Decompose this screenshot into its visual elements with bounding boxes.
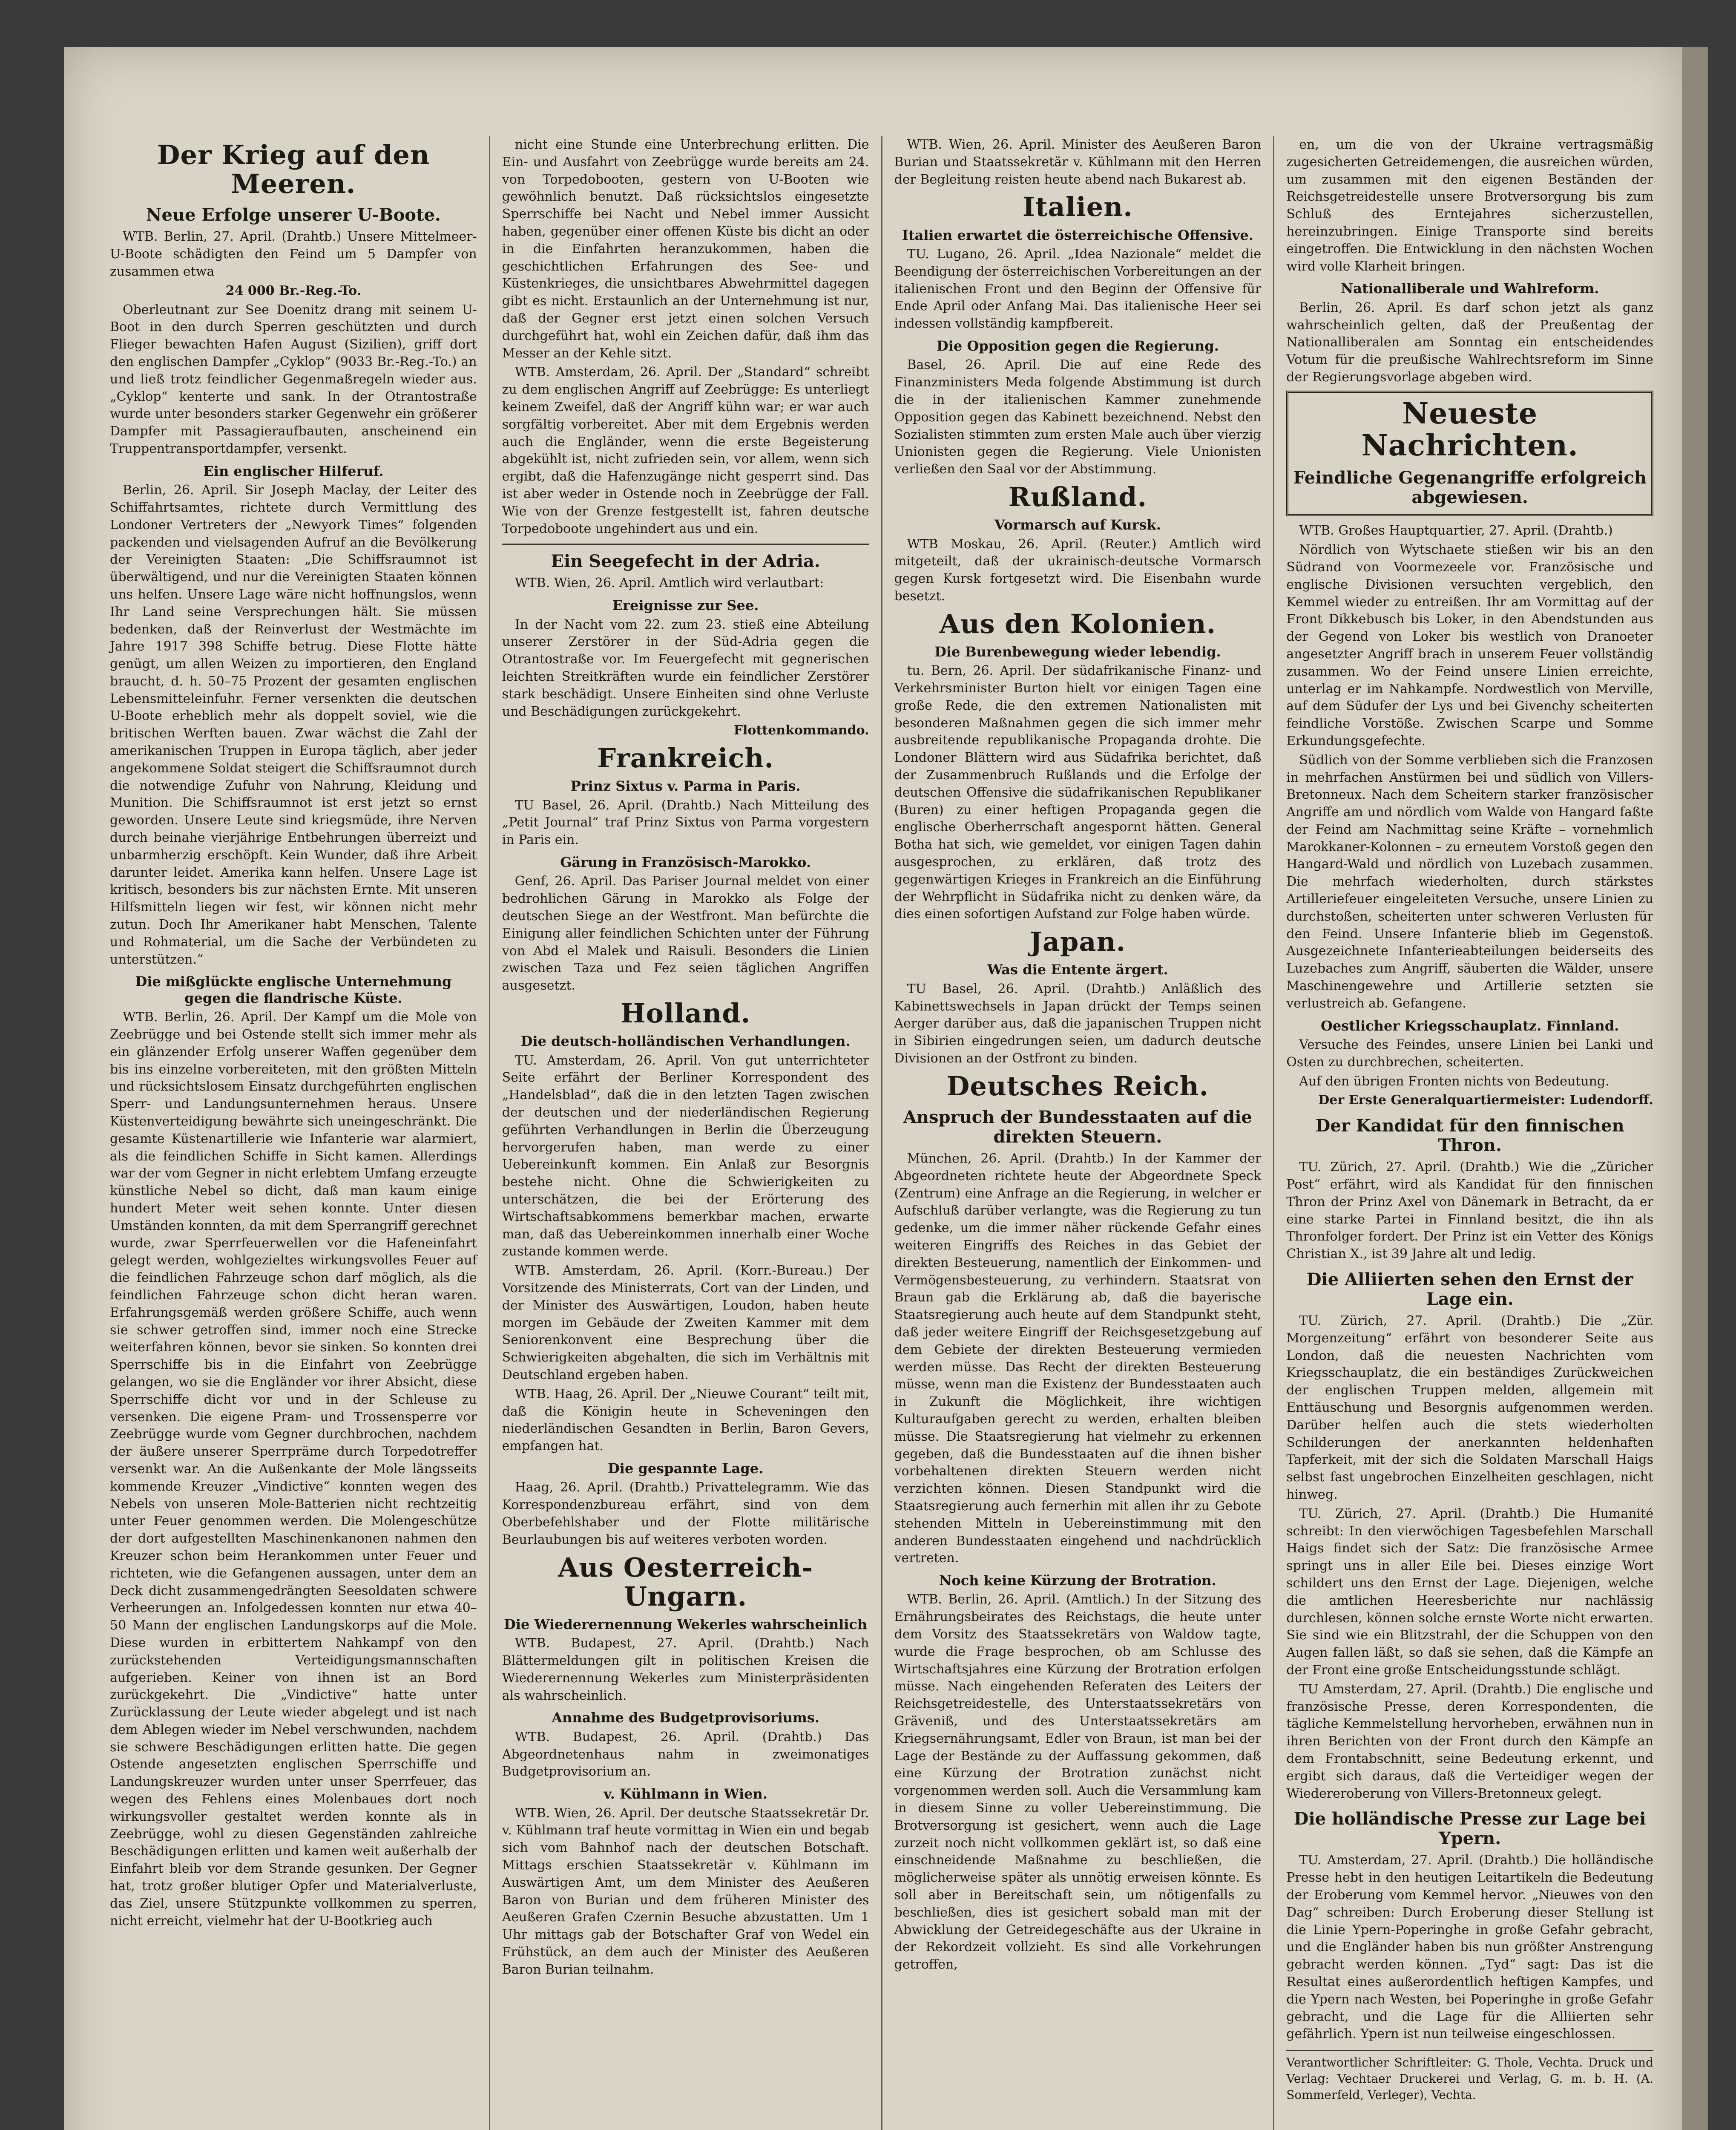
article-paragraph: Berlin, 26. April. Es darf schon jetzt als ganz wahrscheinlich gelten, daß der Preußentag der Nationalliberalen am Sonntag ein entscheidendes Votum für die preußische Wahlrechtsreform im Sinne der Regierungsvorlage abgeben wird. [1286, 300, 1653, 385]
subhead-hilferuf: Ein englischer Hilferuf. [203, 463, 384, 479]
article-paragraph: TU. Amsterdam, 27. April. (Drahtb.) Die holländische Presse hebt in den heutigen Leitartikeln die Bedeutung der Eroberung vom Kemmel hervor. „Nieuwes von den Dag“ schreiben: Durch Eroberung dieser Stellung ist die Linie Ypern-Poperinghe in große Gefahr gebracht, und die Engländer haben bis nun größter Anstrengung gebracht werden können. „Tyd“ sagt: Das ist die Resultat eines außerordentlich heftigen Kampfes, und die Ypern nach Westen, bei Poperinghe in große Gefahr gebracht, und die Lage für die Alliierten sehr gefährlich. Ypern ist nun teilweise eingeschlossen. [1286, 1853, 1653, 2042]
subhead-brot: Noch keine Kürzung der Brotration. [939, 1572, 1216, 1589]
article-paragraph: München, 26. April. (Drahtb.) In der Kammer der Abgeordneten richtete heute der Abgeordnete Speck (Zentrum) eine Anfrage an die Regierung, in welcher er Aufschluß darüber verlangte, was die Regierung zu tun gedenke, um die immer näher rückende Gefahr eines weiteren Eingriffs des Reiches in das Gebiet der direkten Besteuerung, namentlich der Einkommen- und Vermögensbesteuerung, zu verhindern. Staatsrat von Braun gab die Erklärung ab, daß die bayerische Staatsregierung auch heute auf dem Standpunkt steht, daß jeder weitere Eingriff der Reichsgesetzgebung auf dem Gebiete der direkten Besteuerung vermieden werden müsse. Das Recht der direkten Besteuerung müsse, wenn man die Existenz der Bundesstaaten auch in Zukunft die Möglichkeit, ihre wichtigen Kulturaufgaben gerecht zu werden, erhalten bleiben müsse. Die Staatsregierung hat vielmehr zu erkennen gegeben, daß die Bundesstaaten auf die ihnen bisher vorbehaltenen direkten Steuern werden nicht verzichten können. Diesen Standpunkt wird die Staatsregierung auch fernerhin mit allen ihr zu Gebote stehenden Mitteln in Uebereinstimmung mit den anderen Bundesstaaten eingehend und nachdrücklich vertreten. [894, 1151, 1262, 1566]
subhead-marokko: Gärung in Französisch-Marokko. [560, 854, 811, 871]
headline-kolonien: Aus den Kolonien. [939, 608, 1216, 639]
subhead-wekerle: Die Wiederernennung Wekerles wahrscheinlich [504, 1616, 868, 1632]
subhead-ereignisse: Ereignisse zur See. [612, 597, 759, 614]
subhead-opposition: Die Opposition gegen die Regierung. [936, 337, 1219, 354]
page-edge [1682, 47, 1708, 2130]
article-paragraph: WTB. Wien, 26. April. Amtlich wird verlautbart: [514, 576, 824, 591]
article-paragraph: TU. Zürich, 27. April. (Drahtb.) Die „Zür. Morgenzeitung“ erfährt von besonderer Seite aus London, daß die neuesten Nachrichten vom Kriegsschauplatz, die ein beständiges Zurückweichen der englischen Truppen melden, allgemein mit Enttäuschung und Besorgnis aufgenommen werden. Darüber helfen auch die stets wiederholten Schilderungen der anerkannten heldenhaften Tapferkeit, mit der sich die Soldaten Marschall Haigs selbst fast ungebrochen Einzelheiten geschlagen, nicht hinweg. [1286, 1313, 1653, 1502]
article-paragraph: WTB. Budapest, 26. April. (Drahtb.) Das Abgeordnetenhaus nahm in zweimonatiges Budgetprovisorium an. [502, 1729, 869, 1779]
article-paragraph: WTB. Budapest, 27. April. (Drahtb.) Nach Blättermeldungen gilt in politischen Kreisen die Wiederernennung Wekerles zum Ministerpräsidenten als wahrscheinlich. [502, 1636, 869, 1703]
column-1 [98, 136, 490, 2130]
column-4 [1274, 136, 1665, 2130]
article-paragraph: WTB. Berlin, 26. April. (Amtlich.) In der Sitzung des Ernährungsbeirates des Reichstags, die heute unter dem Vorsitz des Staatssekretärs von Waldow tagte, wurde die Frage besprochen, ob am Schlusse des Wirtschaftsjahres eine Kürzung der Brotration erfolgen müsse. Nach eingehenden Referaten des Leiters der Reichsgetreidestelle, des Unterstaatssekretärs von Gräveniß, und des Unterstaatssekretärs am Kriegsernährungsamt, Edler von Braun, ist man bei der Lage der Bestände zu der Auffassung gekommen, daß eine Kürzung der Brotration zunächst nicht vorgenommen werden soll. Auch die Versammlung kam in diesem Sinne zu voller Uebereinstimmung. Die Brotversorgung ist gesichert, wenn auch die Lage zurzeit noch nicht vollkommen geklärt ist, so daß eine einschneidende Maßnahme zu beschließen, die möglicherweise später als unnötig erweisen könnte. Es soll aber in Bereitschaft sein, um nötigenfalls zu beschließen, dies ist gesichert sobald man mit der Abwicklung der Getreidegeschäfte aus der Ukraine in der Rekordzeit vollzieht. Es sind alle Vorkehrungen getroffen, [894, 1592, 1262, 1972]
subhead-gespannt: Die gespannte Lage. [608, 1460, 764, 1477]
columns [98, 136, 1665, 2130]
headline-russland: Rußland. [1008, 481, 1147, 512]
subhead-buren: Die Burenbewegung wieder lebendig. [934, 643, 1221, 660]
article-paragraph: Berlin, 26. April. Sir Joseph Maclay, der Leiter des Schiffahrtsamtes, richtete durch Vermittlung des Londoner Vertreters der „Newyork Times“ folgenden packenden und vielsagenden Aufruf an die Bevölkerung der Vereinigten Staaten: „Die Schiffsraumnot ist überwältigend, und nur die Vereinigten Staaten können uns helfen. Unsere Lage wäre nicht hoffnungslos, wenn Ihr Land seine Versprechungen hält. Sie müssen bedenken, daß der Reinverlust der Westmächte im Jahre 1917 398 Schiffe betrug. Diese Flotte hätte genügt, um allen Weizen zu importieren, den England braucht, d. h. 50–75 Prozent der gesamten englischen Lebensmitteleinfuhr. Ferner versenkten die deutschen U-Boote erheblich mehr als doppelt soviel, wie die britischen Werften bauen. Zwar wächst die Zahl der amerikanischen Truppen in Europa täglich, aber jeder angekommene Soldat steigert die Schiffsraumnot durch die notwendige Zufuhr von Nahrung, Kleidung und Munition. Die Schiffsraumnot ist erst jetzt so ernst geworden. Unsere Leute sind kriegsmüde, ihre Nerven durch beinahe vierjährige Entbehrungen überreizt und unbarmherzig erschöpft. Kein Wunder, daß ihre Arbeit darunter leidet. Amerika kann helfen. Unsere Lage ist kritisch, besonders bis zur nächsten Ernte. Mit unseren Hilfsmitteln liegen wir fest, wir können nicht mehr zutun. Doch Ihr Amerikaner habt Menschen, Talente und Rohmaterial, um die Sache der Verbündeten zu unterstützen.“ [110, 483, 477, 967]
signature-flottenkommando: Flottenkommando. [733, 723, 869, 738]
subhead-budget: Annahme des Budgetprovisoriums. [552, 1710, 820, 1726]
article-paragraph: Nördlich von Wytschaete stießen wir bis an den Südrand von Voormezeele vor. Französische und englische Divisionen versuchten vergeblich, den Kemmel wieder zu entreißen. Ihr am Vormittag auf der Front Dikkebusch bis Loker, in den Abendstunden aus der Gegend von Loker bis westlich von Dranoeter angesetzter Angriff brach in unserem Feuer vollständig zusammen. Wo der Feind unsere Linien erreichte, unterlag er im Nahkampfe. Nordwestlich von Merville, auf dem Südufer der Lys und bei Givenchy scheiterten feindliche Vorstöße. Zwischen Scarpe und Somme Erkundungsgefechte. [1286, 542, 1653, 748]
article-paragraph: Haag, 26. April. (Drahtb.) Privattelegramm. Wie das Korrespondenzbureau erfährt, sind von dem Oberbefehlshaber und der Flotte militärische Beurlaubungen bis auf weiteres verboten worden. [502, 1480, 869, 1547]
article-paragraph: WTB. Haag, 26. April. Der „Nieuwe Courant“ teilt mit, daß die Königin heute in Scheveningen den niederländischen Gesandten in Berlin, Baron Gevers, empfangen hat. [502, 1386, 869, 1454]
article-paragraph: TU. Lugano, 26. April. „Idea Nazionale“ meldet die Beendigung der österreichischen Vorbereitungen an der italienischen Front und den Beginn der Offensive für Ende April oder Anfang Mai. Das italienische Heer sei indessen vollständig kampfbereit. [894, 246, 1262, 331]
subhead-kuehlmann: v. Kühlmann in Wien. [604, 1786, 767, 1802]
subhead-verhandlungen: Die deutsch-holländischen Verhandlungen. [520, 1033, 851, 1050]
article-paragraph: TU Amsterdam, 27. April. (Drahtb.) Die englische und französische Presse, deren Korrespondenten, die tägliche Kemmelstellung hervorheben, erwähnen nun in ihren Berichten von der Front durch den Kämpfe an dem Frontabschnitt, seine Bedeutung erkennt, und ergibt sich daraus, daß die Verteidiger wegen der Wiedereroberung von Villers-Bretonneux gelegt. [1286, 1681, 1653, 1801]
article-paragraph: WTB. Wien, 26. April. Minister des Aeußeren Baron Burian und Staatssekretär v. Kühlmann mit den Herren der Begleitung reisten heute abend nach Bukarest ab. [894, 137, 1262, 187]
headline-holland: Holland. [621, 998, 751, 1029]
subhead-u-boote: Neue Erfolge unserer U-Boote. [146, 205, 441, 225]
article-paragraph: WTB Moskau, 26. April. (Reuter.) Amtlich wird mitgeteilt, daß der ukrainisch-deutsche Vormarsch gegen Kursk fortgesetzt wird. Die Eisenbahn wurde besetzt. [894, 536, 1262, 604]
latest-news-box [1286, 391, 1653, 517]
article-paragraph: WTB. Wien, 26. April. Der deutsche Staatssekretär Dr. v. Kühlmann traf heute vormittag in Wien ein und begab sich vom Bahnhof nach der deutschen Botschaft. Mittags erschien Staatssekretär v. Kühlmann im Auswärtigen Amt, um dem Minister des Aeußeren Baron von Burian und dem früheren Minister des Aeußeren Grafen Czernin Besuche abzustatten. Um 1 Uhr mittags gab der Botschafter Graf von Wedel ein Frühstück, an dem auch der Minister des Aeußeren Baron Burian teilnahm. [502, 1805, 869, 1977]
article-paragraph: Oberleutnant zur See Doenitz drang mit seinem U-Boot in den durch Sperren geschützten und durch Flieger bewachten Hafen August (Sizilien), griff dort den englischen Dampfer „Cyklop“ (9033 Br.-Reg.-To.) an und ließ trotz feindlicher Gegenmaßregeln wieder aus. „Cyklop“ kenterte und sank. In der Otrantostraße wurde unter besonders starker Gegenwehr ein größerer Dampfer mit Passagieraufbauten, anscheinend ein Truppentransportdampfer, versenkt. [110, 302, 477, 456]
headline-reich: Deutsches Reich. [946, 1070, 1209, 1102]
headline-frankreich: Frankreich. [597, 743, 774, 774]
article-paragraph: Südlich von der Somme verblieben sich die Franzosen in mehrfachen Anstürmen bei und südlich von Villers-Bretonneux. Nach dem Scheitern starker französischer Angriffe am und nördlich vom Walde von Hangard faßte der Feind am Nachmittag seine Kräfte – vornehmlich Marokkaner-Kolonnen – zu erneutem Vorstoß gegen den Hangard-Wald und nördlich von Luzebach zusammen. Die mehrfach wiederholten, durch stärkstes Artilleriefeuer eingeleiteten Versuche, unsere Linien zu durchstoßen, scheiterten unter schweren Verlusten für den Feind. Unsere Infanterie blieb im Gegenstoß. Ausgezeichnete Infanterieabteilungen beiderseits des Luzebaches zum Angriff, säuberten die Wälder, unsere Maschinengewehre und Artillerie setzten sie verlustreich ab. Gefangene. [1286, 752, 1653, 1011]
article-paragraph: In der Nacht vom 22. zum 23. stieß eine Abteilung unserer Zerstörer in der Süd-Adria gegen die Otrantostraße vor. Im Feuergefecht mit gegnerischen leichten Streitkräften wurde ein feindlicher Zerstörer stark beschädigt. Unsere Einheiten sind ohne Verluste und Beschädigungen zurückgekehrt. [502, 617, 869, 719]
newspaper-page [64, 47, 1682, 2130]
signature-ludendorff: Der Erste Generalquartiermeister: Ludendorff. [1318, 1093, 1653, 1108]
article-paragraph: nicht eine Stunde eine Unterbrechung erlitten. Die Ein- und Ausfahrt von Zeebrügge wurde bereits am 24. von Torpedobooten, gestern von U-Booten wie gewöhnlich benutzt. Daß rücksichtslos eingesetzte Sperrschiffe bei Nacht und Nebel immer Aussicht haben, gegenüber einer offenen Küste bis dicht an oder in die Einfahrten heranzukommen, haben die geschichtlichen Erfahrungen des See- und Küstenkrieges, die unsichtbares Abwehrmittel dagegen gibt es nicht. Erstaunlich an der Unternehmung ist nur, daß der Gegner erst jetzt einen solchen Versuch durchgeführt hat, wohl ein Zeichen dafür, daß ihm das Messer an der Kehle sitzt. [502, 137, 869, 361]
article-paragraph: en, um die von der Ukraine vertragsmäßig zugesicherten Getreidemengen, die ausreichen würden, um zusammen mit den eigenen Beständen der Reichsgetreidestelle unsere Brotversorgung bis zum Schluß des Erntejahres sicherzustellen, hereinzubringen. Einige Transporte sind bereits eingetroffen. Die Entwicklung in den nächsten Wochen wird volle Klarheit bringen. [1286, 137, 1653, 274]
article-paragraph: WTB. Amsterdam, 26. April. Der „Standard“ schreibt zu dem englischen Angriff auf Zeebrügge: Es unterliegt keinem Zweifel, daß der Angriff kühn war; er war auch sorgfältig vorbereitet. Aber mit dem Ergebnis werden auch die Engländer, wenn die erste Begeisterung abgekühlt ist, nicht zufrieden sein, vor allem, wenn sich ergibt, daß die Hafenzugänge nicht gesperrt sind. Das ist aber weder in Ostende noch in Zeebrügge der Fall. Wie von der Grenze festgestellt ist, fahren deutsche Torpedoboote ungehindert aus und ein. [502, 365, 869, 536]
subhead-anspruch: Anspruch der Bundesstaaten auf die direkten Steuern. [903, 1107, 1252, 1147]
article-paragraph: TU. Zürich, 27. April. (Drahtb.) Die Humanité schreibt: In den vierwöchigen Tagesbefehlen Marschall Haigs findet sich der Satz: Die französische Armee springt uns in aller Eile bei. Dieses einzige Wort schildert uns den Ernst der Lage. Diejenigen, welche die amtlichen Heeresberichte nur nachlässig durchlesen, können solche ernste Worte nicht erwarten. Sie sind wie ein Blitzstrahl, der die Schuppen von den Augen fallen läßt, so daß sie sehen, daß die Kämpfe an der Front eine große Entscheidungsstunde schlägt. [1286, 1506, 1653, 1678]
article-paragraph: WTB. Amsterdam, 26. April. (Korr.-Bureau.) Der Vorsitzende des Ministerrats, Cort van der Linden, und der Minister des Auswärtigen, Loudon, haben heute morgen im Gebäude der Zweiten Kammer mit dem Seniorenkonvent eine Besprechung über die Schwierigkeiten abgehalten, die sich im Verhältnis mit Deutschland ergeben haben. [502, 1263, 869, 1382]
headline-japan: Japan. [1029, 926, 1126, 958]
headline-neueste: Neueste Nachrichten. [1361, 396, 1578, 463]
subhead-kandidat: Der Kandidat für den finnischen Thron. [1315, 1116, 1624, 1156]
subhead-alliierten: Die Alliierten sehen den Ernst der Lage ein. [1306, 1269, 1633, 1310]
article-paragraph: WTB. Berlin, 27. April. (Drahtb.) Unsere Mittelmeer-U-Boote schädigten den Feind um 5 Dampfer von zusammen etwa [110, 229, 477, 279]
subhead-entente: Was die Entente ärgert. [987, 961, 1168, 978]
headline-italien: Italien. [1022, 191, 1133, 223]
subhead-wahlreform: Nationalliberale und Wahlreform. [1340, 280, 1599, 297]
article-paragraph: TU. Zürich, 27. April. (Drahtb.) Wie die „Züricher Post“ erfährt, wird als Kandidat für den finnischen Thron der Prinz Axel von Dänemark in Betracht, da er eine starke Partei in Finnland besitzt, die ihn als Thronfolger fordert. Der Prinz ist ein Vetter des Königs Christian X., ist 39 Jahre alt und ledig. [1286, 1160, 1653, 1262]
headline-adria: Ein Seegefecht in der Adria. [551, 551, 820, 572]
subhead-kursk: Vormarsch auf Kursk. [994, 517, 1161, 533]
tonnage-line: 24 000 Br.-Reg.-To. [225, 283, 362, 298]
column-3 [882, 136, 1275, 2130]
subhead-sixtus: Prinz Sixtus v. Parma in Paris. [570, 778, 801, 794]
article-paragraph: TU Basel, 26. April. (Drahtb.) Anläßlich des Kabinettswechsels in Japan drückt der Temps seinen Aerger darüber aus, daß die japanischen Truppen nicht in Sibirien eingedrungen seien, um dadurch deutsche Divisionen an der Ostfront zu binden. [894, 981, 1262, 1066]
subhead-presse: Die holländische Presse zur Lage bei Ypern. [1293, 1809, 1646, 1849]
article-paragraph: TU. Amsterdam, 26. April. Von gut unterrichteter Seite erfährt der Berliner Korrespondent des „Handelsblad“, daß die in den letzten Tagen zwischen der deutschen und der niederländischen Regierung geführten Verhandlungen in Berlin die Überzeugung hervorgerufen haben, man werde zu einer Uebereinkunft kommen. Ein Anlaß zur Besorgnis bestehe nicht. Ohne die Schwierigkeiten zu unterschätzen, die bei der Erörterung des Wirtschaftsabkommens bemerkbar machen, erwarte man, daß das Uebereinkommen innerhalb einer Woche zustande kommen werde. [502, 1053, 869, 1259]
column-2 [490, 136, 882, 2130]
divider [502, 544, 869, 545]
article-paragraph: tu. Bern, 26. April. Der südafrikanische Finanz- und Verkehrsminister Burton hielt vor einigen Tagen eine große Rede, die den extremen Nationalisten mit besonderen Maßnahmen gegen die sich immer mehr ausbreitende republikanische Propaganda drohte. Die Londoner Blättern wird aus Südafrika berichtet, daß der Zusammenbruch Rußlands und die Erfolge der deutschen Offensive die südafrikanischen Republikaner (Buren) zu einer heftigen Propaganda gegen die englische Oberherrschaft angespornt hätten. General Botha hat sich, wie gemeldet, vor einigen Tagen dahin ausgesprochen, zu erklären, daß trotz des gegenwärtigen Krieges in Frankreich an die Einführung der Wehrpflicht in Südafrika nicht zu denken wäre, da dies einen sofortigen Aufstand zur Folge haben würde. [894, 663, 1262, 922]
article-paragraph: Auf den übrigen Fronten nichts von Bedeutung. [1299, 1074, 1610, 1089]
article-paragraph: WTB. Großes Hauptquartier, 27. April. (Drahtb.) [1299, 523, 1613, 538]
article-paragraph: Basel, 26. April. Die auf eine Rede des Finanzministers Meda folgende Abstimmung ist durch die in der italienischen Kammer zunehmende Opposition gegen das Kabinett bezeichnend. Nebst den Sozialisten stimmten zum ersten Male auch über vierzig Unionisten gegen die Regierung. Viele Unionisten verließen den Saal vor der Abstimmung. [894, 357, 1262, 477]
subhead-gegenangriffe: Feindliche Gegenangriffe erfolgreich abgewiesen. [1293, 468, 1647, 508]
headline-oesterreich: Aus Oesterreich-Ungarn. [558, 1551, 813, 1612]
subhead-osten: Oestlicher Kriegsschauplatz. Finnland. [1320, 1017, 1619, 1034]
subhead-unternehmung: Die mißglückte englische Unternehmung gegen die flandrische Küste. [135, 973, 452, 1006]
article-paragraph: Versuche des Feindes, unsere Linien bei Lanki und Osten zu durchbrechen, scheiterten. [1286, 1037, 1653, 1070]
imprint: Verantwortlicher Schriftleiter: G. Thole, Vechta. Druck und Verlag: Vechtaer Druckerei und Verlag, G. m. b. H. (A. Sommerfeld, Verleger), Vechta. [1286, 2050, 1653, 2103]
subhead-offensive: Italien erwartet die österreichische Offensive. [902, 227, 1253, 243]
article-paragraph: TU Basel, 26. April. (Drahtb.) Nach Mitteilung des „Petit Journal“ traf Prinz Sixtus von Parma vorgestern in Paris ein. [502, 797, 869, 848]
headline-krieg: Der Krieg auf den Meeren. [157, 139, 430, 200]
article-paragraph: Genf, 26. April. Das Pariser Journal meldet von einer bedrohlichen Gärung in Marokko als Folge der deutschen Siege an der Westfront. Man befürchte die Einigung aller feindlichen Schichten unter der Führung von Abd el Malek und Raisuli. Besonders die Linien zwischen Taza und Fez seien täglichen Angriffen ausgesetzt. [502, 874, 869, 993]
article-paragraph: WTB. Berlin, 26. April. Der Kampf um die Mole von Zeebrügge und bei Ostende stellt sich immer mehr als ein glänzender Erfolg unserer Waffen gegenüber dem bis ins einzelne vorbereiteten, mit den größten Mitteln und rücksichtslosem Einsatz durchgeführten englischen Sperr- und Landungsunternehmen heraus. Unsere Küstenverteidigung bewährte sich uneingeschränkt. Die gesamte Küstenartillerie wie Infanterie war alarmiert, als die feindlichen Schiffe in Sicht kamen. Allerdings war der vom Gegner in nicht erlebtem Umfang erzeugte künstliche Nebel so dicht, daß man kaum einige hundert Meter weit sehen konnte. Unter diesen Umständen konnten, da mit dem Sperrangriff gerechnet wurde, zwar Sperrfeuerwellen vor die Hafeneinfahrt gelegt werden, wohlgezieltes wirkungsvolles Feuer auf die feindlichen Fahrzeuge schon darf möglich, als die feindlichen Fahrzeuge schon dicht heran waren. Erfahrungsgemäß werden größere Schiffe, auch wenn sie schwer getroffen sind, immer noch eine Strecke weiterfahren können, bevor sie sinken. So konnten drei Sperrschiffe bis in die Einfahrt von Zeebrügge gelangen, wo sie die Engländer vor ihrer Absicht, diese Sperrschiffe dicht vor und in der Schleuse zu versenken. Die eigene Pram- und Trossensperre vor Zeebrügge wurde vom Gegner durchbrochen, nachdem der äußere unserer Sperrpräme durch Torpedotreffer versenkt war. An die Außenkante der Mole längsseits kommende Kreuzer „Vindictive“ konnten wegen des Nebels von unseren Mole-Batterien nicht rechtzeitig unter Feuer genommen werden. Die Molengeschütze der dort aufgestellten Maschinenkanonen nahmen den Kreuzer schon beim Herankommen unter Feuer und richteten, wie die Gefangenen aussagen, unter dem an Deck dicht zusammengedrängten Seesoldaten schwere Verheerungen an. Infolgedessen konnten nur etwa 40–50 Mann der englischen Landungskorps auf die Mole. Diese wurden in erbittertem Nahkampf von den zurückstehenden Verteidigungsmannschaften aufgerieben. Keiner von ihnen ist an Bord zurückgekehrt. Die „Vindictive“ hatte unter Zurücklassung der Leute wieder abgelegt und ist nach dem Ablegen wieder im Nebel verschwunden, nachdem sie schwere Beschädigungen erlitten hatte. Die gegen Ostende angesetzten englischen Sperrschiffe und Landungskreuzer wurden unter unser Sperrfeuer, das wegen des Fehlens eines Molenbaues dort noch wirkungsvoller gestaltet werden konnte als in Zeebrügge, wohl zu diesen Gegenständen zahlreiche Beschädigungen erlitten und kamen weit außerhalb der Einfahrt bleib vor dem Strande gesunken. Der Gegner hat, trotz großer blutiger Opfer und Materialverluste, das Ziel, unsere Stützpunkte vollkommen zu sperren, nicht erreicht, vielmehr hat der U-Bootkrieg auch [110, 1010, 477, 1929]
